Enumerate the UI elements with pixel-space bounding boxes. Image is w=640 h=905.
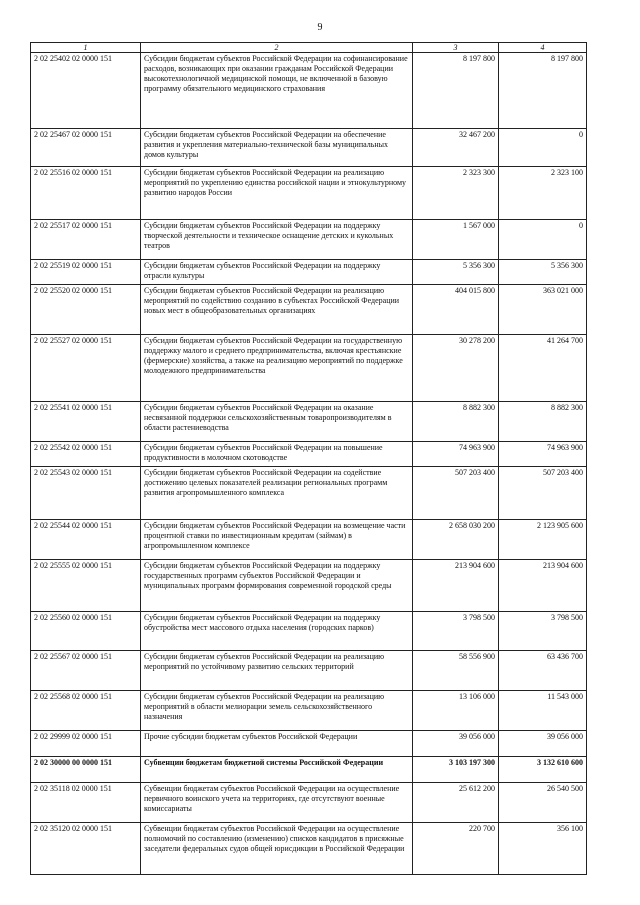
name-cell: Субсидии бюджетам субъектов Российской Федерации на реализацию мероприятий по содействию созданию в субъектах Российской Федерации новых мест в общеобразовательных организациях (141, 285, 413, 335)
table-row (31, 757, 587, 783)
value-2019-cell: 3 798 500 (499, 612, 587, 651)
name-cell: Субсидии бюджетам субъектов Российской Федерации на содействие достижению целевых показателей реализации региональных программ развития агропромышленного комплекса (141, 467, 413, 520)
table-row (31, 783, 587, 823)
value-2019-cell: 74 963 900 (499, 442, 587, 467)
table-row (31, 260, 587, 285)
value-2019-cell: 213 904 600 (499, 560, 587, 612)
table-row (31, 691, 587, 731)
value-2018-cell: 220 700 (413, 823, 499, 875)
value-2018-cell: 13 106 000 (413, 691, 499, 731)
name-cell: Субсидии бюджетам субъектов Российской Федерации на реализацию мероприятий по устойчивому развитию сельских территорий (141, 651, 413, 691)
code-cell: 2 02 25542 02 0000 151 (31, 442, 141, 467)
value-2019-cell: 356 100 (499, 823, 587, 875)
name-cell: Субсидии бюджетам субъектов Российской Федерации на поддержку творческой деятельности и техническое оснащение детских и кукольных театров (141, 220, 413, 260)
name-cell: Субсидии бюджетам субъектов Российской Федерации на возмещение части процентной ставки по инвестиционным кредитам (займам) в агропромышленном комплексе (141, 520, 413, 560)
name-cell: Субвенции бюджетам бюджетной системы Российской Федерации (141, 757, 413, 783)
code-cell: 2 02 25560 02 0000 151 (31, 612, 141, 651)
code-cell: 2 02 25544 02 0000 151 (31, 520, 141, 560)
value-2019-cell: 0 (499, 220, 587, 260)
name-cell: Субвенции бюджетам субъектов Российской Федерации на осуществление полномочий по составлению (изменению) списков кандидатов в присяжные заседатели федеральных судов общей юрисдикции в Российской Федерации (141, 823, 413, 875)
column-number-2: 2 (141, 43, 413, 53)
name-cell: Субсидии бюджетам субъектов Российской Федерации на реализацию мероприятий по укреплению единства российской нации и этнокультурному развитию народов России (141, 167, 413, 220)
code-cell: 2 02 25519 02 0000 151 (31, 260, 141, 285)
table-row (31, 467, 587, 520)
value-2019-cell: 26 540 500 (499, 783, 587, 823)
name-cell: Субсидии бюджетам субъектов Российской Федерации на повышение продуктивности в молочном скотоводстве (141, 442, 413, 467)
name-cell: Субсидии бюджетам субъектов Российской Федерации на софинансирование расходов, возникающих при оказании гражданам Российской Федерации высокотехнологичной медицинской помощи, не включенной в базовую программу обязательного медицинского страхования (141, 53, 413, 129)
name-cell: Субсидии бюджетам субъектов Российской Федерации на поддержку обустройства мест массового отдыха населения (городских парков) (141, 612, 413, 651)
name-cell: Субсидии бюджетам субъектов Российской Федерации на оказание несвязанной поддержки сельскохозяйственным товаропроизводителям в области растениеводства (141, 402, 413, 442)
table-row (31, 651, 587, 691)
name-cell: Субсидии бюджетам субъектов Российской Федерации на обеспечение развития и укрепления материально-технической базы муниципальных домов культуры (141, 129, 413, 167)
value-2018-cell: 39 056 000 (413, 731, 499, 757)
value-2018-cell: 5 356 300 (413, 260, 499, 285)
table-row (31, 53, 587, 129)
table-row (31, 442, 587, 467)
value-2018-cell: 507 203 400 (413, 467, 499, 520)
value-2019-cell: 8 197 800 (499, 53, 587, 129)
code-cell: 2 02 25567 02 0000 151 (31, 651, 141, 691)
table-row (31, 167, 587, 220)
value-2018-cell: 58 556 900 (413, 651, 499, 691)
value-2018-cell: 2 323 300 (413, 167, 499, 220)
code-cell: 2 02 35120 02 0000 151 (31, 823, 141, 875)
code-cell: 2 02 25402 02 0000 151 (31, 53, 141, 129)
value-2018-cell: 74 963 900 (413, 442, 499, 467)
column-number-row (31, 43, 587, 53)
value-2019-cell: 0 (499, 129, 587, 167)
budget-table (30, 42, 587, 875)
table-row (31, 560, 587, 612)
code-cell: 2 02 25568 02 0000 151 (31, 691, 141, 731)
table-row (31, 285, 587, 335)
code-cell: 2 02 25543 02 0000 151 (31, 467, 141, 520)
code-cell: 2 02 29999 02 0000 151 (31, 731, 141, 757)
value-2018-cell: 8 197 800 (413, 53, 499, 129)
value-2018-cell: 8 882 300 (413, 402, 499, 442)
value-2018-cell: 3 103 197 300 (413, 757, 499, 783)
value-2019-cell: 507 203 400 (499, 467, 587, 520)
value-2019-cell: 3 132 610 600 (499, 757, 587, 783)
table-row (31, 823, 587, 875)
value-2018-cell: 213 904 600 (413, 560, 499, 612)
table-row (31, 731, 587, 757)
column-number-4: 4 (499, 43, 587, 53)
code-cell: 2 02 25527 02 0000 151 (31, 335, 141, 402)
page-number: 9 (317, 22, 323, 33)
code-cell: 2 02 30000 00 0000 151 (31, 757, 141, 783)
column-number-3: 3 (413, 43, 499, 53)
name-cell: Субвенции бюджетам субъектов Российской Федерации на осуществление первичного воинского учета на территориях, где отсутствуют военные комиссариаты (141, 783, 413, 823)
value-2018-cell: 32 467 200 (413, 129, 499, 167)
name-cell: Субсидии бюджетам субъектов Российской Федерации на поддержку отрасли культуры (141, 260, 413, 285)
value-2019-cell: 41 264 700 (499, 335, 587, 402)
table-row (31, 612, 587, 651)
name-cell: Прочие субсидии бюджетам субъектов Российской Федерации (141, 731, 413, 757)
value-2019-cell: 2 123 905 600 (499, 520, 587, 560)
value-2018-cell: 3 798 500 (413, 612, 499, 651)
code-cell: 2 02 35118 02 0000 151 (31, 783, 141, 823)
table-row (31, 220, 587, 260)
value-2018-cell: 2 658 030 200 (413, 520, 499, 560)
value-2019-cell: 2 323 100 (499, 167, 587, 220)
name-cell: Субсидии бюджетам субъектов Российской Федерации на поддержку государственных программ субъектов Российской Федерации и муниципальных программ формирования современной городской среды (141, 560, 413, 612)
code-cell: 2 02 25520 02 0000 151 (31, 285, 141, 335)
column-number-1: 1 (31, 43, 141, 53)
value-2018-cell: 404 015 800 (413, 285, 499, 335)
code-cell: 2 02 25555 02 0000 151 (31, 560, 141, 612)
code-cell: 2 02 25516 02 0000 151 (31, 167, 141, 220)
value-2019-cell: 63 436 700 (499, 651, 587, 691)
value-2019-cell: 11 543 000 (499, 691, 587, 731)
code-cell: 2 02 25517 02 0000 151 (31, 220, 141, 260)
code-cell: 2 02 25467 02 0000 151 (31, 129, 141, 167)
table-row (31, 335, 587, 402)
value-2019-cell: 39 056 000 (499, 731, 587, 757)
value-2018-cell: 1 567 000 (413, 220, 499, 260)
value-2018-cell: 30 278 200 (413, 335, 499, 402)
value-2019-cell: 8 882 300 (499, 402, 587, 442)
table-row (31, 402, 587, 442)
value-2019-cell: 5 356 300 (499, 260, 587, 285)
table-row (31, 520, 587, 560)
value-2019-cell: 363 021 000 (499, 285, 587, 335)
table-row (31, 129, 587, 167)
name-cell: Субсидии бюджетам субъектов Российской Федерации на реализацию мероприятий в области мелиорации земель сельскохозяйственного назначения (141, 691, 413, 731)
value-2018-cell: 25 612 200 (413, 783, 499, 823)
code-cell: 2 02 25541 02 0000 151 (31, 402, 141, 442)
name-cell: Субсидии бюджетам субъектов Российской Федерации на государственную поддержку малого и среднего предпринимательства, включая крестьянские (фермерские) хозяйства, а также на реализацию мероприятий по поддержке молодежного предпринимательства (141, 335, 413, 402)
